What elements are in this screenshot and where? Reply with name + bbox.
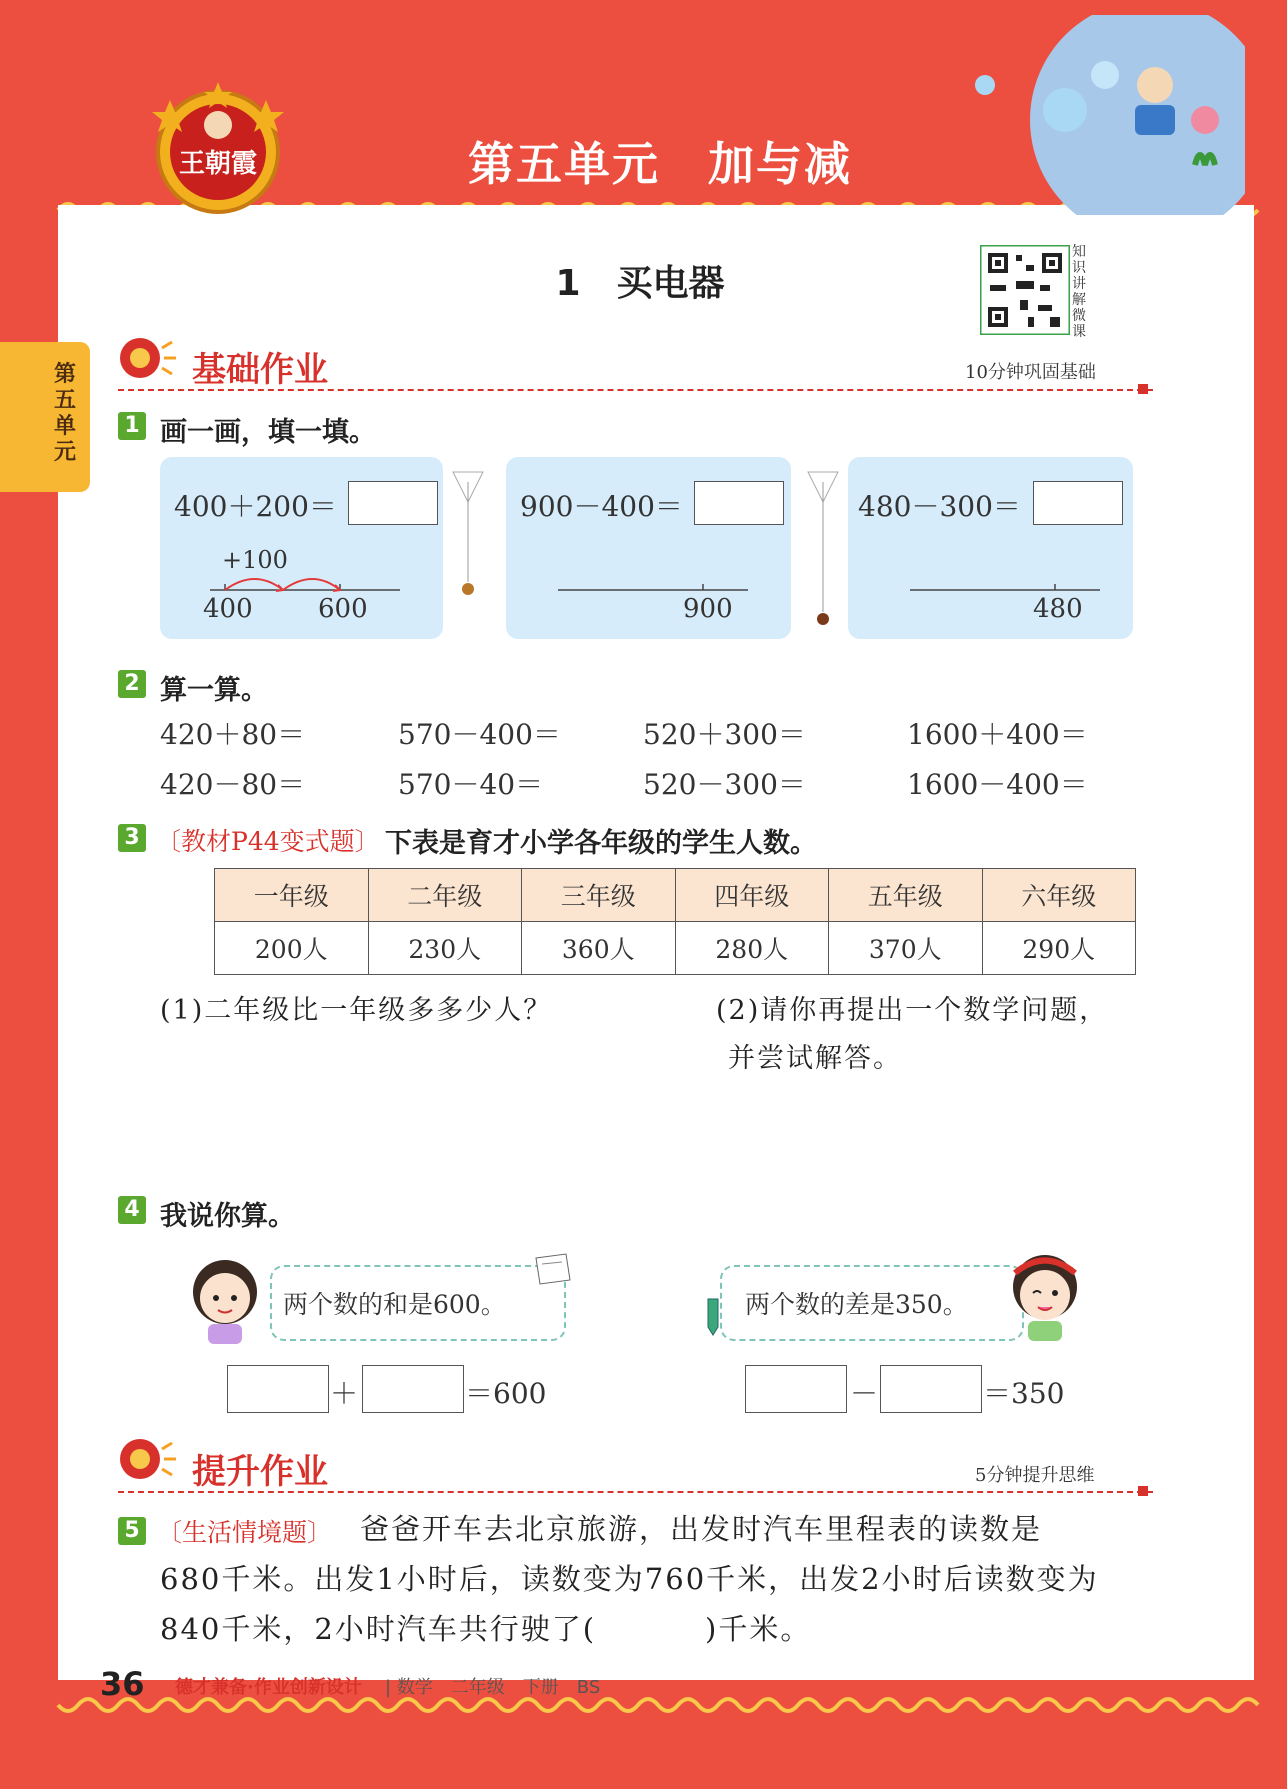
q2-item: 1600＋400＝ — [907, 718, 1088, 751]
table-cell: 360人 — [522, 922, 676, 975]
q1-card-3-tick-480: 480 — [1033, 594, 1083, 624]
table-cell: 280人 — [675, 922, 829, 975]
q5-line-3: 840千米，2小时汽车共行驶了( — [160, 1612, 597, 1646]
qr-code[interactable] — [980, 245, 1070, 335]
q2-item: 520＋300＝ — [643, 718, 806, 751]
sum-result: ＝600 — [465, 1377, 547, 1410]
spider-icon — [800, 462, 850, 632]
section-basic-subtitle: 10分钟巩固基础 — [965, 362, 1096, 383]
q1-card-1-tick-400: 400 — [203, 594, 253, 624]
q5-line-2: 680千米。出发1小时后，读数变为760千米，出发2小时后读数变为 — [160, 1562, 1099, 1596]
right-speech-text: 两个数的差是350。 — [745, 1290, 968, 1319]
q2-number: 2 — [118, 670, 146, 698]
section-advanced-subtitle: 5分钟提升思维 — [975, 1465, 1095, 1486]
q3-tag: 〔教材P44变式题〕 — [156, 827, 380, 856]
section-basic-rule-end — [1138, 384, 1148, 394]
q1-number: 1 — [118, 412, 146, 440]
q2-item: 570－40＝ — [398, 768, 544, 801]
q1-card-2-answer-box[interactable] — [694, 481, 784, 525]
q5-answer-blank[interactable] — [600, 1617, 700, 1651]
q1-card-2-tick-900: 900 — [683, 594, 733, 624]
pencil-icon — [700, 1295, 734, 1339]
q1-card-1-answer-box[interactable] — [348, 481, 438, 525]
q3-subquestion-2-cont: 并尝试解答。 — [728, 1043, 902, 1074]
q5-line-1: 爸爸开车去北京旅游，出发时汽车里程表的读数是 — [360, 1512, 1043, 1546]
q1-card-1-tick-600: 600 — [318, 594, 368, 624]
q2-item: 420＋80＝ — [160, 718, 306, 751]
q1-card-3-answer-box[interactable] — [1033, 481, 1123, 525]
q2-item: 520－300＝ — [643, 768, 806, 801]
table-header: 二年级 — [368, 869, 522, 922]
page-number: 36 — [100, 1665, 145, 1703]
sum-addend-box-2[interactable] — [362, 1365, 464, 1413]
q2-item: 570－400＝ — [398, 718, 561, 751]
difference-box-1[interactable] — [745, 1365, 847, 1413]
table-cell: 230人 — [368, 922, 522, 975]
sum-addend-box-1[interactable] — [227, 1365, 329, 1413]
bottom-wave-border — [0, 1695, 1287, 1725]
table-header: 一年级 — [215, 869, 369, 922]
q1-card-1-equation: 400＋200＝ — [174, 490, 337, 523]
q3-subquestion-1: (1)二年级比一年级多多少人？ — [160, 995, 553, 1026]
q3-prompt: 下表是育才小学各年级的学生人数。 — [385, 828, 817, 859]
brand-logo — [150, 80, 286, 216]
svg-text:王朝霞: 王朝霞 — [178, 149, 258, 179]
bell-icon — [118, 334, 178, 384]
footer-series: 德才兼备·作业创新设计 — [175, 1677, 362, 1698]
paper-note-icon — [532, 1250, 574, 1286]
table-header: 三年级 — [522, 869, 676, 922]
q2-prompt: 算一算。 — [160, 675, 268, 706]
sum-operator: ＋ — [330, 1377, 359, 1410]
q3-subquestion-2: (2)请你再提出一个数学问题， — [716, 995, 1109, 1026]
section-basic-title: 基础作业 — [192, 350, 328, 390]
q2-item: 1600－400＝ — [907, 768, 1088, 801]
difference-box-2[interactable] — [880, 1365, 982, 1413]
unit-title: 第五单元 加与减 — [468, 137, 852, 191]
table-cell: 200人 — [215, 922, 369, 975]
spider-icon — [445, 462, 495, 602]
q3-number: 3 — [118, 824, 146, 852]
difference-operator: － — [850, 1377, 879, 1410]
q5-tag: 〔生活情境题〕 — [157, 1518, 333, 1547]
q4-prompt: 我说你算。 — [160, 1201, 295, 1232]
footer-subject: | 数学 二年级 下册 BS — [385, 1677, 601, 1698]
girl-right-avatar — [1000, 1245, 1090, 1345]
q5-line-3-end: )千米。 — [705, 1612, 812, 1646]
table-cell: 290人 — [982, 922, 1136, 975]
q2-item: 420－80＝ — [160, 768, 306, 801]
table-header: 六年级 — [982, 869, 1136, 922]
section-advanced-title: 提升作业 — [192, 1452, 328, 1492]
header-illustration — [955, 15, 1245, 215]
q1-prompt: 画一画，填一填。 — [160, 417, 376, 448]
section-advanced-rule — [118, 1491, 1153, 1493]
table-cell: 370人 — [829, 922, 983, 975]
lesson-title: 1 买电器 — [555, 263, 725, 304]
section-basic-rule — [118, 389, 1153, 391]
q1-card-3-equation: 480－300＝ — [858, 490, 1021, 523]
q1-card-1-jump-label: +100 — [222, 546, 288, 574]
table-header: 五年级 — [829, 869, 983, 922]
table-header: 四年级 — [675, 869, 829, 922]
bell-icon — [118, 1435, 178, 1485]
q5-number: 5 — [118, 1517, 146, 1545]
qr-caption: 知识讲解微课 — [1072, 244, 1086, 340]
grade-table — [214, 868, 1136, 975]
unit-side-tab-label: 第五单元 — [53, 362, 76, 465]
left-speech-text: 两个数的和是600。 — [283, 1290, 506, 1319]
q1-card-2-equation: 900－400＝ — [520, 490, 683, 523]
section-advanced-rule-end — [1138, 1486, 1148, 1496]
q4-number: 4 — [118, 1196, 146, 1224]
difference-result: ＝350 — [983, 1377, 1065, 1410]
girl-left-avatar — [180, 1250, 270, 1345]
